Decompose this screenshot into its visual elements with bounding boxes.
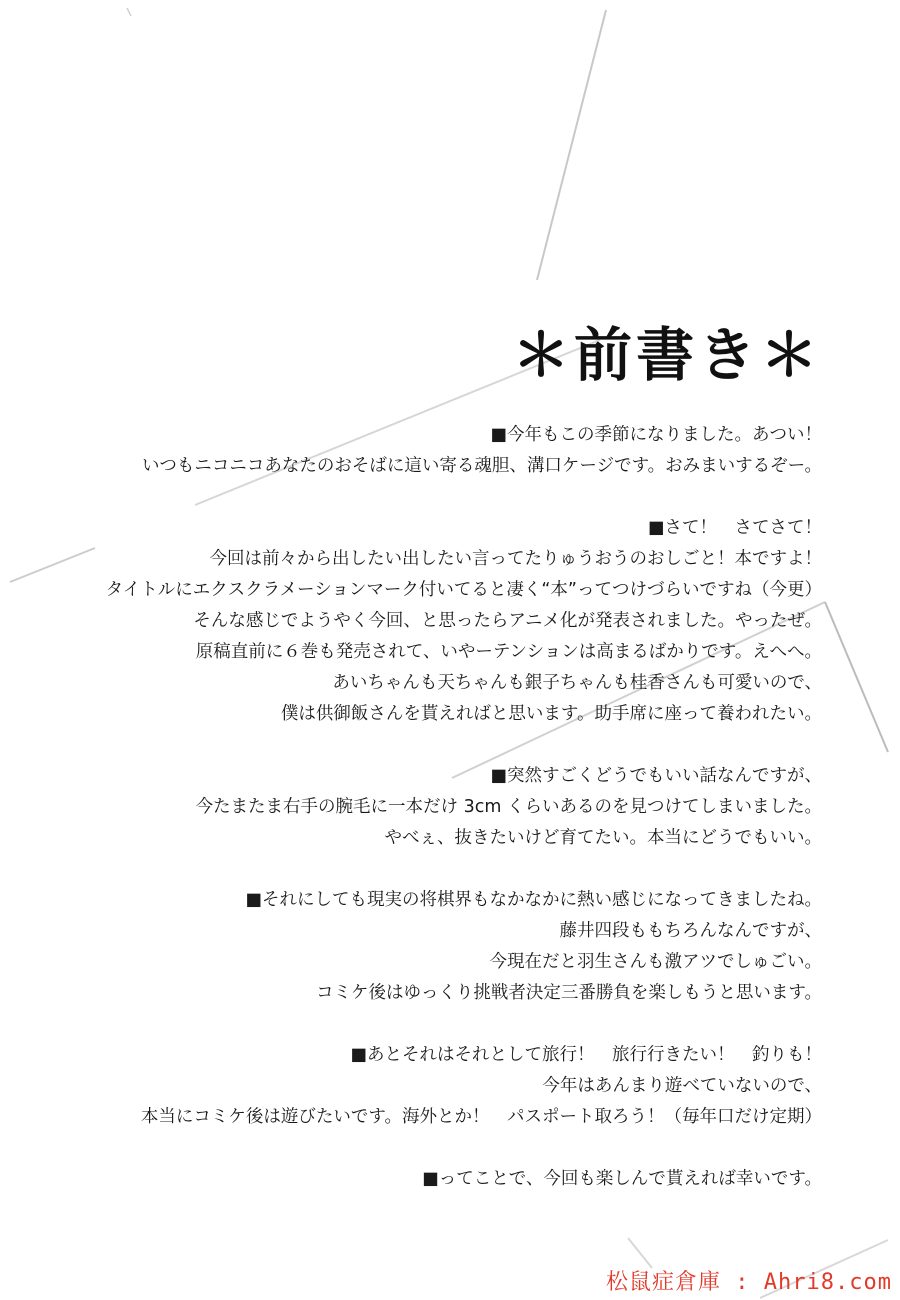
decorative-line — [537, 10, 606, 280]
preface-body — [62, 420, 822, 1195]
paragraph-gap — [62, 730, 822, 761]
text-line: 今たまたま右手の腕毛に一本だけ 3cm くらいあるのを見つけてしまいました。 — [195, 797, 822, 817]
decorative-line — [127, 8, 131, 16]
text-line: 本当にコミケ後は遊びたいです。海外とか！ パスポート取ろう！（毎年口だけ定期） — [140, 1107, 822, 1127]
text-line: コミケ後はゆっくり挑戦者決定三番勝負を楽しもうと思います。 — [316, 983, 822, 1003]
text-line: 僕は供御飯さんを貰えればと思います。助手席に座って養われたい。 — [280, 704, 822, 724]
paragraph — [62, 420, 822, 482]
decorative-line — [628, 1238, 652, 1268]
text-line: ■さて！ さてさて！ — [647, 518, 822, 538]
text-line: ■今年もこの季節になりました。あつい！ — [490, 425, 822, 445]
text-line: ■突然すごくどうでもいい話なんですが、 — [490, 766, 822, 786]
paragraph-gap — [62, 482, 822, 513]
text-line: あいちゃんも天ちゃんも銀子ちゃんも桂香さんも可愛いので、 — [332, 673, 822, 693]
text-line: 今年はあんまり遊べていないので、 — [542, 1076, 822, 1096]
paragraph — [62, 1164, 822, 1195]
paragraph-gap — [62, 1009, 822, 1040]
text-line: ■それにしても現実の将棋界もなかなかに熱い感じになってきましたね。 — [245, 890, 822, 910]
text-line: 原稿直前に６巻も発売されて、いやーテンションは高まるばかりです。えへへ。 — [195, 642, 822, 662]
text-line: 今回は前々から出したい出したい言ってたりゅうおうのおしごと！本ですよ！ — [209, 549, 822, 569]
page-title: ＊前書き＊ — [511, 321, 822, 389]
text-line: 藤井四段ももちろんなんですが、 — [559, 921, 822, 941]
text-line: やべぇ、抜きたいけど育てたい。本当にどうでもいい。 — [384, 828, 822, 848]
paragraph — [62, 1040, 822, 1133]
text-line: ■ってことで、今回も楽しんで貰えれば幸いです。 — [422, 1169, 822, 1189]
paragraph-gap — [62, 854, 822, 885]
paragraph-gap — [62, 1133, 822, 1164]
decorative-line — [825, 602, 888, 752]
paragraph — [62, 885, 822, 1009]
text-line: タイトルにエクスクラメーションマーク付いてると凄く“本”ってつけづらいですね（今更） — [105, 580, 822, 600]
text-line: いつもニコニコあなたのおそばに這い寄る魂胆、溝口ケージです。おみまいするぞー。 — [141, 456, 822, 476]
paragraph — [62, 513, 822, 730]
paragraph — [62, 761, 822, 854]
text-line: ■あとそれはそれとして旅行！ 旅行行きたい！ 釣りも！ — [350, 1045, 822, 1065]
text-line: 今現在だと羽生さんも激アツでしゅごい。 — [489, 952, 822, 972]
text-line: そんな感じでようやく今回、と思ったらアニメ化が発表されました。やったぜ。 — [193, 611, 822, 631]
site-watermark: 松鼠症倉庫 : Ahri8.com — [606, 1270, 892, 1295]
